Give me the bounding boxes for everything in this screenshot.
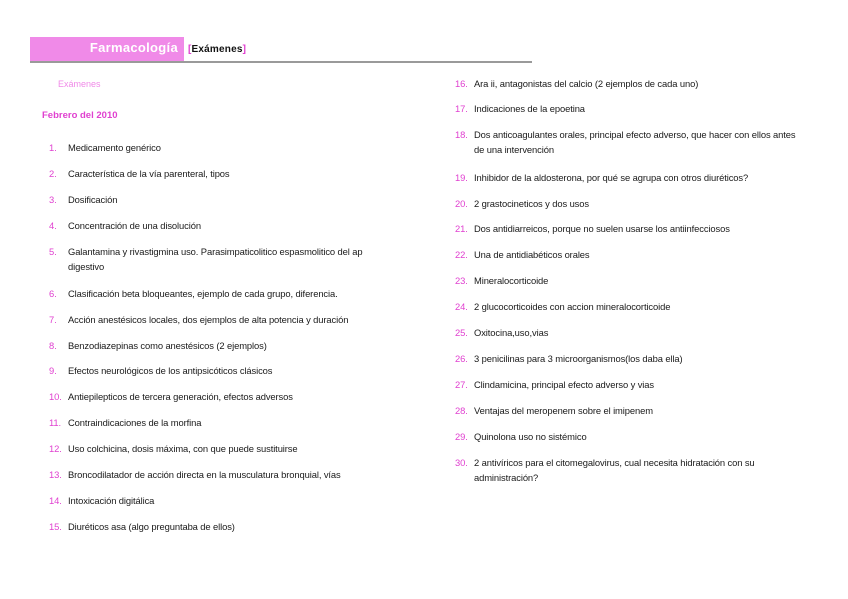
question-item [49, 415, 401, 430]
question-number: 5. [49, 246, 57, 257]
question-number: 30. [455, 457, 468, 468]
question-number: 29. [455, 431, 468, 442]
question-number: 8. [49, 340, 57, 351]
question-item [49, 338, 401, 353]
exam-date-heading: Febrero del 2010 [42, 110, 118, 121]
question-text: Intoxicación digitálica [68, 495, 155, 506]
question-item [455, 221, 805, 236]
question-number: 26. [455, 353, 468, 364]
question-text: Efectos neurológicos de los antipsicóticos clásicos [68, 365, 273, 376]
question-number: 9. [49, 365, 57, 376]
question-item [455, 299, 805, 314]
question-number: 15. [49, 521, 62, 532]
question-number: 27. [455, 379, 468, 390]
question-number: 6. [49, 288, 57, 299]
question-number: 11. [49, 417, 62, 428]
question-number: 3. [49, 194, 57, 205]
page-header [30, 37, 532, 63]
question-text: Uso colchicina, dosis máxima, con que puede sustituirse [68, 443, 298, 454]
question-item [49, 312, 401, 327]
question-item [455, 273, 805, 288]
question-text: Dos antidiarreicos, porque no suelen usarse los antiinfecciosos [474, 223, 730, 234]
question-number: 23. [455, 275, 468, 286]
question-number: 14. [49, 495, 62, 506]
question-item [49, 218, 401, 233]
question-item [49, 166, 401, 181]
question-text: Indicaciones de la epoetina [474, 103, 585, 114]
question-text: Ventajas del meropenem sobre el imipenem [474, 405, 653, 416]
question-item [455, 76, 805, 91]
question-text: Ara ii, antagonistas del calcio (2 ejemplos de cada uno) [474, 78, 699, 89]
question-number: 28. [455, 405, 468, 416]
question-number: 18. [455, 129, 468, 140]
question-item [49, 441, 401, 456]
question-text: Clasificación beta bloqueantes, ejemplo de cada grupo, diferencia. [68, 288, 338, 299]
question-number: 21. [455, 223, 468, 234]
question-text: Galantamina y rivastigmina uso. Parasimpaticolitico espasmolitico del ap digestivo [68, 246, 363, 272]
question-number: 2. [49, 168, 57, 179]
question-number: 24. [455, 301, 468, 312]
question-text: Acción anestésicos locales, dos ejemplos de alta potencia y duración [68, 314, 349, 325]
question-text: Inhibidor de la aldosterona, por qué se agrupa con otros diuréticos? [474, 172, 749, 183]
question-text: Concentración de una disolución [68, 220, 201, 231]
subtitle-close-bracket: ] [242, 44, 247, 55]
question-item [455, 101, 805, 116]
question-number: 17. [455, 103, 468, 114]
question-text: Dosificación [68, 194, 118, 205]
header-title: Farmacología [89, 40, 178, 55]
question-text: Oxitocina,uso,vias [474, 327, 549, 338]
question-item [49, 244, 401, 274]
question-text: Benzodiazepinas como anestésicos (2 ejemplos) [68, 340, 267, 351]
question-item [455, 351, 805, 366]
question-item [49, 286, 401, 301]
question-item [455, 196, 805, 211]
question-item [49, 389, 401, 404]
question-number: 25. [455, 327, 468, 338]
header-title-bar [30, 37, 184, 61]
question-item [455, 455, 805, 485]
question-item [455, 247, 805, 262]
question-number: 7. [49, 314, 57, 325]
question-number: 4. [49, 220, 57, 231]
question-item [455, 127, 805, 157]
question-item [455, 429, 805, 444]
question-text: Mineralocorticoide [474, 275, 549, 286]
question-item [455, 377, 805, 392]
question-item [49, 363, 401, 378]
section-label: Exámenes [58, 79, 101, 89]
question-item [49, 467, 401, 482]
question-number: 13. [49, 469, 62, 480]
subtitle-text: Exámenes [191, 44, 243, 55]
question-number: 22. [455, 249, 468, 260]
question-item [49, 493, 401, 508]
question-text: Diuréticos asa (algo preguntaba de ellos) [68, 521, 235, 532]
question-text: 2 grastocineticos y dos usos [474, 198, 589, 209]
question-text: Clindamicina, principal efecto adverso y vias [474, 379, 654, 390]
question-text: 2 glucocorticoides con accion mineralocorticoide [474, 301, 671, 312]
subtitle-open-bracket: [ [188, 44, 192, 55]
question-text: Contraindicaciones de la morfina [68, 417, 202, 428]
question-text: Antiepilepticos de tercera generación, efectos adversos [68, 391, 293, 402]
question-text: Característica de la vía parenteral, tipos [68, 168, 230, 179]
question-text: 2 antivíricos para el citomegalovirus, cual necesita hidratación con su administración? [474, 457, 755, 483]
question-item [455, 170, 805, 185]
question-text: Dos anticoagulantes orales, principal efecto adverso, que hacer con ellos antes de una intervención [474, 129, 796, 155]
question-number: 19. [455, 172, 468, 183]
question-number: 12. [49, 443, 62, 454]
question-text: Medicamento genérico [68, 142, 161, 153]
question-item [49, 140, 401, 155]
question-item [455, 325, 805, 340]
question-item [49, 192, 401, 207]
question-text: 3 penicilinas para 3 microorganismos(los daba ella) [474, 353, 683, 364]
question-item [455, 403, 805, 418]
question-number: 16. [455, 78, 468, 89]
question-text: Una de antidiabéticos orales [474, 249, 590, 260]
header-subtitle [188, 44, 246, 55]
question-number: 1. [49, 142, 57, 153]
question-number: 20. [455, 198, 468, 209]
question-text: Broncodilatador de acción directa en la musculatura bronquial, vías [68, 469, 341, 480]
question-item [49, 519, 401, 534]
question-text: Quinolona uso no sistémico [474, 431, 587, 442]
question-number: 10. [49, 391, 62, 402]
